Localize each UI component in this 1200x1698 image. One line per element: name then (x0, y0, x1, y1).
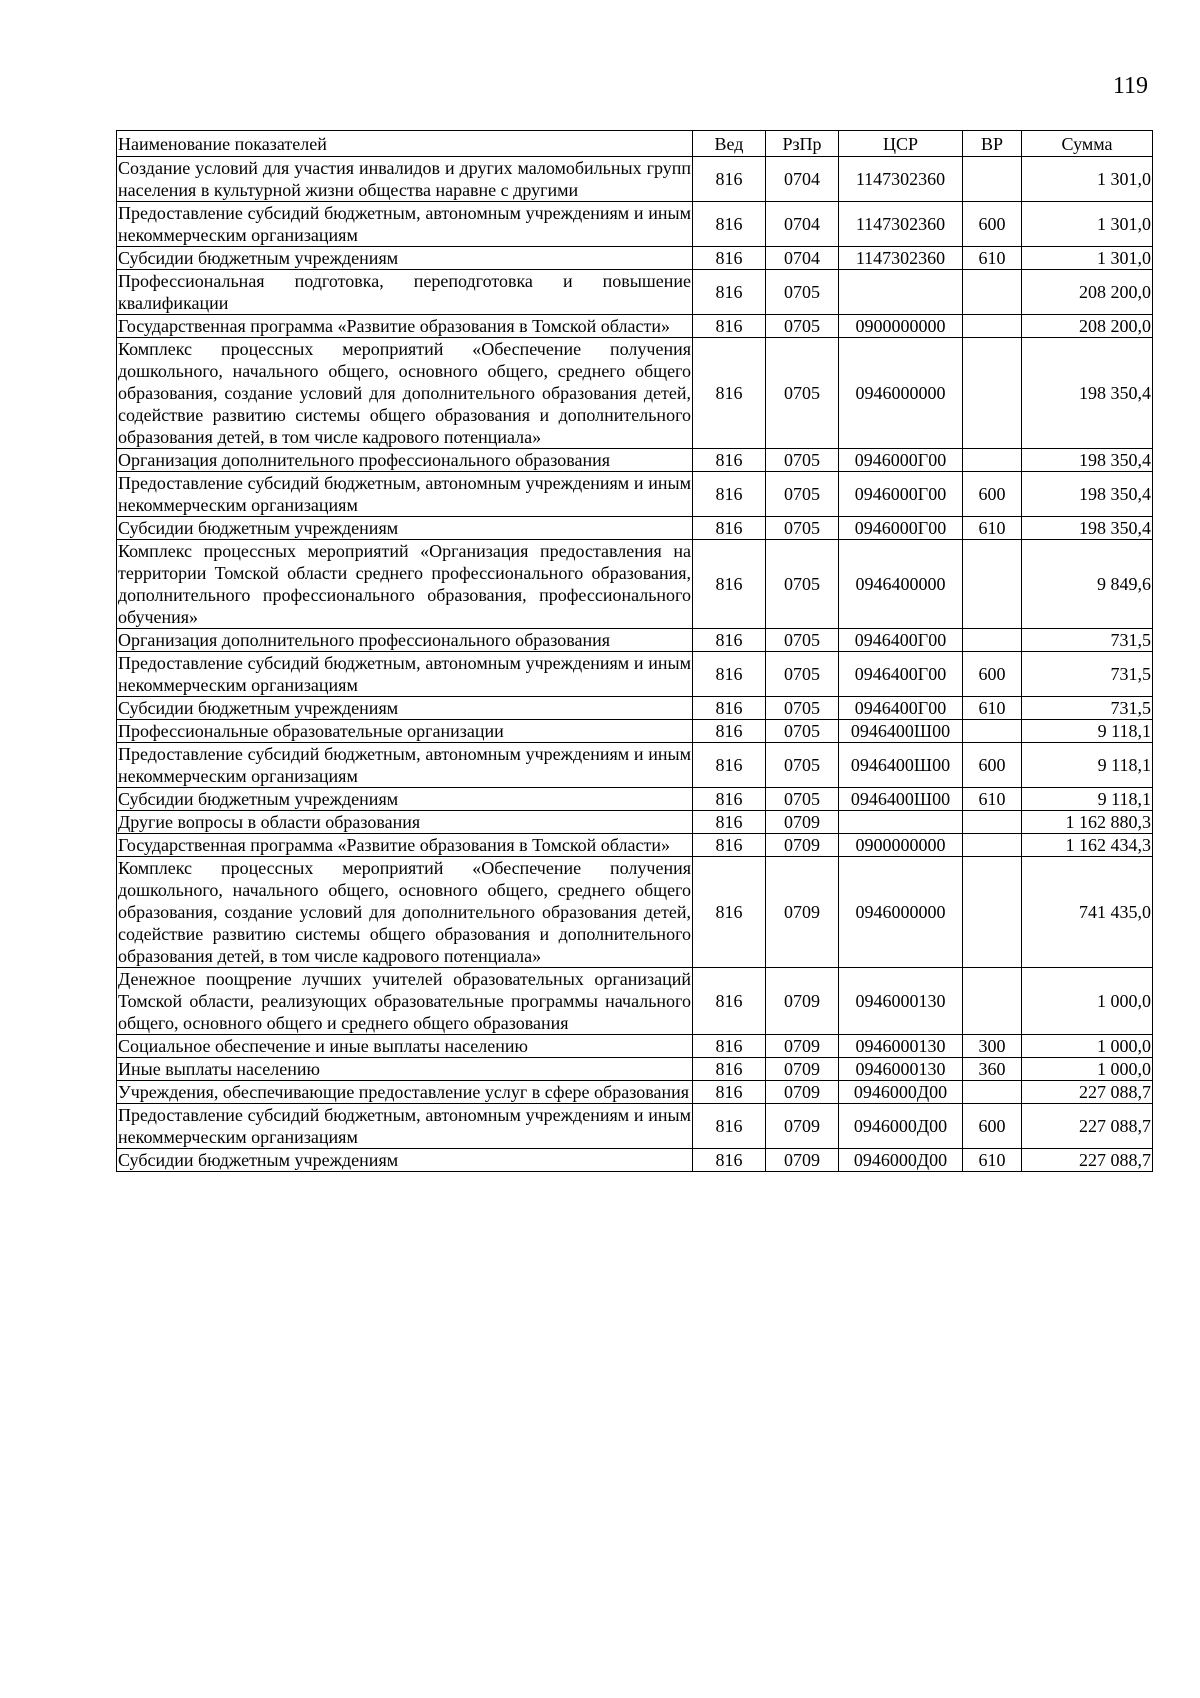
cell-name: Учреждения, обеспечивающие предоставление услуг в сфере образования (117, 1081, 693, 1104)
cell-rzpr: 0709 (766, 968, 839, 1035)
cell-sum: 198 350,4 (1022, 338, 1153, 449)
cell-rzpr: 0704 (766, 202, 839, 247)
cell-rzpr: 0709 (766, 1149, 839, 1172)
cell-rzpr: 0709 (766, 834, 839, 857)
cell-ved: 816 (693, 720, 766, 743)
cell-sum: 198 350,4 (1022, 517, 1153, 540)
cell-rzpr: 0705 (766, 697, 839, 720)
cell-vr: 600 (963, 472, 1022, 517)
table-row (117, 629, 1153, 652)
cell-rzpr: 0705 (766, 629, 839, 652)
table-row (117, 1081, 1153, 1104)
cell-vr: 610 (963, 1149, 1022, 1172)
cell-name: Социальное обеспечение и иные выплаты населению (117, 1035, 693, 1058)
cell-vr (963, 315, 1022, 338)
cell-sum: 9 118,1 (1022, 743, 1153, 788)
table-row (117, 338, 1153, 449)
cell-vr: 610 (963, 247, 1022, 270)
table-row (117, 743, 1153, 788)
cell-vr (963, 157, 1022, 202)
cell-ved: 816 (693, 743, 766, 788)
cell-ved: 816 (693, 629, 766, 652)
cell-name: Профессиональная подготовка, переподготовка и повышение квалификации (118, 271, 691, 313)
cell-vr: 600 (963, 743, 1022, 788)
cell-rzpr: 0705 (766, 652, 839, 697)
cell-name: Субсидии бюджетным учреждениям (117, 697, 693, 720)
cell-ved: 816 (693, 157, 766, 202)
table-row (117, 1149, 1153, 1172)
cell-name: Другие вопросы в области образования (117, 811, 693, 834)
cell-vr (963, 968, 1022, 1035)
cell-sum: 9 118,1 (1022, 788, 1153, 811)
header-csr: ЦСР (839, 131, 963, 157)
cell-vr: 600 (963, 202, 1022, 247)
cell-csr: 1147302360 (839, 247, 963, 270)
table-row (117, 247, 1153, 270)
cell-sum: 1 000,0 (1022, 1035, 1153, 1058)
cell-ved: 816 (693, 788, 766, 811)
cell-name: Комплекс процессных мероприятий «Обеспечение получения дошкольного, начального общего, основного общего, среднего общего образования, создание условий для дополнительного образования детей, содействие развитию системы общего образования и дополнительного образования детей, в том числе кадрового потенциала» (118, 858, 691, 966)
cell-name: Профессиональные образовательные организации (117, 720, 693, 743)
cell-csr: 0946000Д00 (839, 1149, 963, 1172)
cell-csr: 0946000000 (839, 857, 963, 968)
cell-vr (963, 338, 1022, 449)
cell-vr (963, 540, 1022, 629)
cell-csr: 0946400Ш00 (839, 743, 963, 788)
header-name: Наименование показателей (117, 131, 693, 157)
cell-ved: 816 (693, 857, 766, 968)
cell-ved: 816 (693, 968, 766, 1035)
cell-name: Субсидии бюджетным учреждениям (117, 247, 693, 270)
cell-rzpr: 0709 (766, 857, 839, 968)
cell-sum: 1 301,0 (1022, 157, 1153, 202)
cell-csr: 0946400Г00 (839, 697, 963, 720)
cell-ved: 816 (693, 517, 766, 540)
cell-ved: 816 (693, 270, 766, 315)
cell-name: Предоставление субсидий бюджетным, автономным учреждениям и иным некоммерческим организациям (118, 473, 691, 515)
cell-csr: 0946400000 (839, 540, 963, 629)
header-rzpr: РзПр (766, 131, 839, 157)
cell-ved: 816 (693, 202, 766, 247)
table-row (117, 697, 1153, 720)
cell-vr (963, 720, 1022, 743)
cell-sum: 731,5 (1022, 697, 1153, 720)
cell-name: Организация дополнительного профессионального образования (117, 449, 693, 472)
cell-vr: 610 (963, 697, 1022, 720)
table-row (117, 449, 1153, 472)
table-row (117, 1104, 1153, 1149)
table-row (117, 834, 1153, 857)
cell-vr (963, 834, 1022, 857)
cell-ved: 816 (693, 1035, 766, 1058)
cell-name: Государственная программа «Развитие образования в Томской области» (117, 834, 693, 857)
cell-vr (963, 857, 1022, 968)
cell-sum: 227 088,7 (1022, 1149, 1153, 1172)
cell-name: Предоставление субсидий бюджетным, автономным учреждениям и иным некоммерческим организациям (118, 1105, 691, 1147)
cell-name: Субсидии бюджетным учреждениям (117, 517, 693, 540)
cell-sum: 198 350,4 (1022, 472, 1153, 517)
cell-name: Предоставление субсидий бюджетным, автономным учреждениям и иным некоммерческим организациям (118, 653, 691, 695)
cell-rzpr: 0705 (766, 472, 839, 517)
cell-vr (963, 270, 1022, 315)
cell-rzpr: 0705 (766, 720, 839, 743)
cell-sum: 9 849,6 (1022, 540, 1153, 629)
cell-rzpr: 0705 (766, 270, 839, 315)
table-row (117, 517, 1153, 540)
cell-csr: 1147302360 (839, 202, 963, 247)
cell-ved: 816 (693, 247, 766, 270)
cell-name: Предоставление субсидий бюджетным, автономным учреждениям и иным некоммерческим организациям (118, 203, 691, 245)
cell-ved: 816 (693, 1081, 766, 1104)
cell-ved: 816 (693, 315, 766, 338)
table-row (117, 788, 1153, 811)
cell-vr (963, 1081, 1022, 1104)
table-header-row (117, 131, 1153, 157)
cell-csr: 0946000130 (839, 1058, 963, 1081)
table-row (117, 270, 1153, 315)
table-body (117, 157, 1153, 1172)
cell-sum: 1 000,0 (1022, 1058, 1153, 1081)
table-row (117, 968, 1153, 1035)
cell-rzpr: 0709 (766, 1058, 839, 1081)
cell-name: Комплекс процессных мероприятий «Организация предоставления на территории Томской области среднего профессионального образования, дополнительного профессионального образования, профессионального обучения» (118, 541, 691, 627)
cell-csr (839, 270, 963, 315)
table-row (117, 857, 1153, 968)
cell-ved: 816 (693, 1104, 766, 1149)
cell-name: Создание условий для участия инвалидов и других маломобильных групп населения в культурной жизни общества наравне с другими (118, 158, 691, 200)
cell-name: Предоставление субсидий бюджетным, автономным учреждениям и иным некоммерческим организациям (118, 744, 691, 786)
table-row (117, 720, 1153, 743)
cell-sum: 198 350,4 (1022, 449, 1153, 472)
cell-rzpr: 0705 (766, 449, 839, 472)
cell-ved: 816 (693, 338, 766, 449)
cell-ved: 816 (693, 834, 766, 857)
cell-rzpr: 0709 (766, 811, 839, 834)
header-ved: Вед (693, 131, 766, 157)
cell-ved: 816 (693, 652, 766, 697)
cell-name: Комплекс процессных мероприятий «Обеспечение получения дошкольного, начального общего, основного общего, среднего общего образования, создание условий для дополнительного образования детей, содействие развитию системы общего образования и дополнительного образования детей, в том числе кадрового потенциала» (118, 339, 691, 447)
cell-rzpr: 0705 (766, 743, 839, 788)
cell-csr (839, 811, 963, 834)
cell-sum: 208 200,0 (1022, 270, 1153, 315)
table-row (117, 472, 1153, 517)
cell-csr: 0946000Г00 (839, 517, 963, 540)
cell-vr: 600 (963, 1104, 1022, 1149)
cell-csr: 0946000Д00 (839, 1081, 963, 1104)
cell-csr: 0946400Г00 (839, 629, 963, 652)
cell-rzpr: 0709 (766, 1081, 839, 1104)
table-row (117, 540, 1153, 629)
cell-ved: 816 (693, 1058, 766, 1081)
cell-csr: 0900000000 (839, 834, 963, 857)
cell-name: Организация дополнительного профессионального образования (117, 629, 693, 652)
cell-csr: 1147302360 (839, 157, 963, 202)
budget-table (116, 130, 1153, 1172)
table-row (117, 1058, 1153, 1081)
header-sum: Сумма (1022, 131, 1153, 157)
cell-csr: 0946000000 (839, 338, 963, 449)
cell-ved: 816 (693, 540, 766, 629)
cell-rzpr: 0709 (766, 1035, 839, 1058)
table-row (117, 157, 1153, 202)
page-number: 119 (1112, 73, 1148, 99)
cell-name: Субсидии бюджетным учреждениям (117, 1149, 693, 1172)
cell-vr: 360 (963, 1058, 1022, 1081)
cell-sum: 227 088,7 (1022, 1104, 1153, 1149)
cell-rzpr: 0709 (766, 1104, 839, 1149)
cell-name: Денежное поощрение лучших учителей образовательных организаций Томской области, реализующих образовательные программы начального общего, основного общего и среднего общего образования (118, 969, 691, 1033)
cell-name: Иные выплаты населению (117, 1058, 693, 1081)
cell-vr: 610 (963, 788, 1022, 811)
table-row (117, 652, 1153, 697)
cell-sum: 1 000,0 (1022, 968, 1153, 1035)
cell-sum: 1 301,0 (1022, 202, 1153, 247)
cell-name: Субсидии бюджетным учреждениям (117, 788, 693, 811)
cell-name: Государственная программа «Развитие образования в Томской области» (117, 315, 693, 338)
table-row (117, 1035, 1153, 1058)
cell-vr (963, 449, 1022, 472)
cell-csr: 0946000Г00 (839, 472, 963, 517)
cell-sum: 9 118,1 (1022, 720, 1153, 743)
cell-csr: 0900000000 (839, 315, 963, 338)
cell-sum: 1 301,0 (1022, 247, 1153, 270)
cell-rzpr: 0704 (766, 157, 839, 202)
cell-csr: 0946400Ш00 (839, 788, 963, 811)
cell-vr: 610 (963, 517, 1022, 540)
header-vr: ВР (963, 131, 1022, 157)
cell-sum: 731,5 (1022, 652, 1153, 697)
cell-sum: 731,5 (1022, 629, 1153, 652)
cell-sum: 741 435,0 (1022, 857, 1153, 968)
cell-csr: 0946000130 (839, 968, 963, 1035)
cell-csr: 0946400Ш00 (839, 720, 963, 743)
cell-ved: 816 (693, 472, 766, 517)
cell-sum: 208 200,0 (1022, 315, 1153, 338)
cell-csr: 0946000130 (839, 1035, 963, 1058)
cell-ved: 816 (693, 449, 766, 472)
cell-rzpr: 0704 (766, 247, 839, 270)
cell-vr (963, 629, 1022, 652)
cell-csr: 0946000Д00 (839, 1104, 963, 1149)
cell-sum: 227 088,7 (1022, 1081, 1153, 1104)
cell-ved: 816 (693, 697, 766, 720)
table-row (117, 315, 1153, 338)
cell-rzpr: 0705 (766, 517, 839, 540)
cell-ved: 816 (693, 1149, 766, 1172)
cell-vr: 300 (963, 1035, 1022, 1058)
cell-ved: 816 (693, 811, 766, 834)
cell-rzpr: 0705 (766, 338, 839, 449)
cell-rzpr: 0705 (766, 315, 839, 338)
cell-rzpr: 0705 (766, 788, 839, 811)
table-row (117, 202, 1153, 247)
cell-sum: 1 162 880,3 (1022, 811, 1153, 834)
table-row (117, 811, 1153, 834)
cell-csr: 0946400Г00 (839, 652, 963, 697)
cell-vr: 600 (963, 652, 1022, 697)
cell-csr: 0946000Г00 (839, 449, 963, 472)
cell-sum: 1 162 434,3 (1022, 834, 1153, 857)
cell-rzpr: 0705 (766, 540, 839, 629)
cell-vr (963, 811, 1022, 834)
